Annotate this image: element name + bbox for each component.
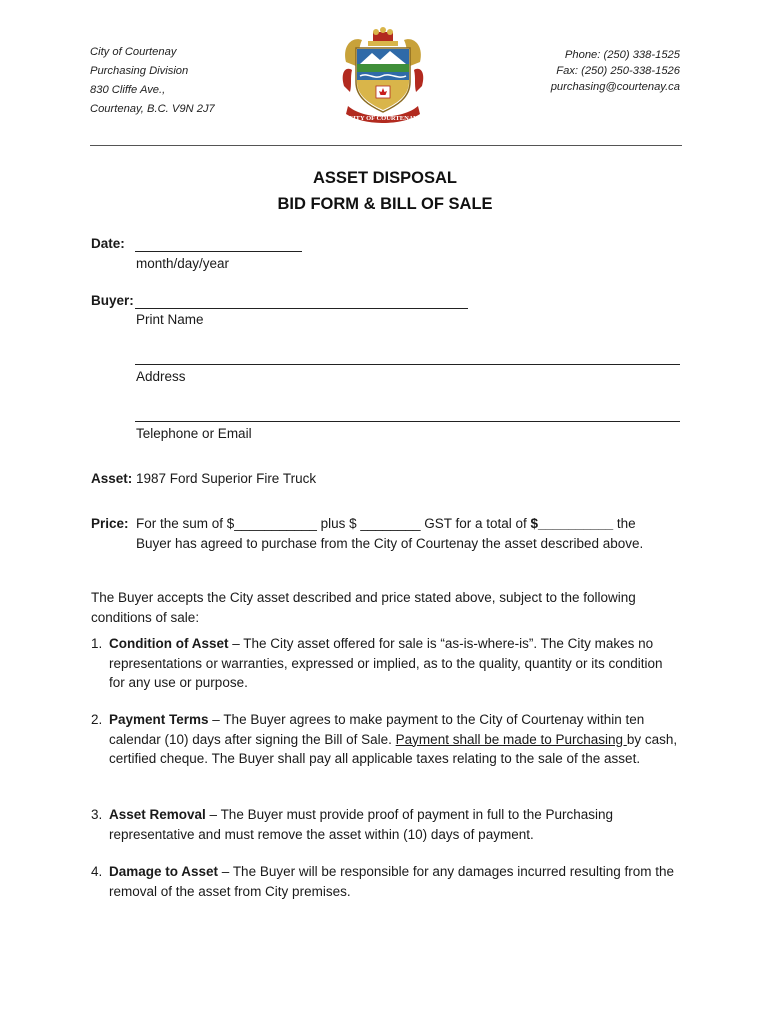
- condition-text: – The Buyer must provide proof of payment in full to the Purchasing representative and must remove the asset within (10) days of payment.: [109, 807, 614, 842]
- address-hint: Address: [136, 369, 186, 384]
- condition-heading: Damage to Asset: [109, 864, 219, 879]
- header-divider: [90, 145, 682, 146]
- city-address-block: [90, 43, 215, 119]
- condition-item: [91, 805, 681, 844]
- intro-paragraph: The Buyer accepts the City asset described and price stated above, subject to the following conditions of sale:: [91, 590, 636, 625]
- address-line: Purchasing Division: [90, 65, 189, 77]
- city-crest-logo: [340, 26, 426, 126]
- crest-ribbon-text: CITY OF COURTENAY: [348, 115, 418, 122]
- date-field-line[interactable]: [135, 251, 302, 252]
- fax-line: Fax: (250) 250-338-1526: [556, 65, 680, 77]
- contact-block: [551, 47, 680, 95]
- buyer-label: Buyer:: [91, 293, 134, 308]
- price-text-end: the: [613, 516, 636, 531]
- phone-line: Phone: (250) 338-1525: [564, 49, 680, 61]
- payment-location-text: Payment shall be made to Purchasing: [395, 731, 627, 747]
- asset-value: 1987 Ford Superior Fire Truck: [136, 471, 317, 486]
- condition-item: [91, 634, 681, 693]
- address-field-line[interactable]: [135, 364, 680, 365]
- condition-text: – The City asset offered for sale is “as-is-where-is”. The City makes no representations or warranties, expressed or implied, as to the quality, quantity or its condition for any use or purpose.: [109, 636, 663, 690]
- condition-number: 3.: [91, 807, 103, 822]
- form-subtitle: BID FORM & BILL OF SALE: [277, 195, 493, 213]
- date-hint: month/day/year: [136, 256, 230, 271]
- condition-text: by cash, certified cheque. The Buyer shall pay all applicable taxes relating to the sale of the asset.: [109, 731, 678, 766]
- asset-label: Asset:: [91, 471, 133, 486]
- condition-heading: Asset Removal: [109, 807, 206, 822]
- form-title: ASSET DISPOSAL: [313, 169, 457, 187]
- email-line: purchasing@courtenay.ca: [550, 81, 680, 93]
- condition-heading: Condition of Asset: [109, 636, 229, 651]
- print-name-hint: Print Name: [136, 312, 204, 327]
- price-label: Price:: [91, 516, 129, 531]
- condition-item: [91, 710, 681, 769]
- condition-heading: Payment Terms: [109, 712, 209, 727]
- condition-text: – The Buyer agrees to make payment to the City of Courtenay within ten calendar (10) days after signing the Bill of Sale.: [109, 712, 645, 747]
- buyer-name-field-line[interactable]: [135, 308, 468, 309]
- price-line-2: Buyer has agreed to purchase from the City of Courtenay the asset described above.: [136, 536, 644, 551]
- address-line: Courtenay, B.C. V9N 2J7: [90, 103, 215, 115]
- condition-number: 1.: [91, 636, 103, 651]
- price-line-1: [136, 516, 636, 531]
- condition-item: [91, 862, 681, 901]
- condition-number: 2.: [91, 712, 103, 727]
- address-line: City of Courtenay: [90, 46, 177, 58]
- date-label: Date:: [91, 236, 125, 251]
- total-blank: $__________: [530, 516, 614, 531]
- contact-hint: Telephone or Email: [136, 426, 252, 441]
- price-text: For the sum of $___________ plus $ ________ GST for a total of: [136, 516, 531, 531]
- contact-field-line[interactable]: [135, 421, 680, 422]
- condition-number: 4.: [91, 864, 103, 879]
- address-line: 830 Cliffe Ave.,: [90, 84, 166, 96]
- condition-text: – The Buyer will be responsible for any damages incurred resulting from the removal of the asset from City premises.: [109, 864, 675, 899]
